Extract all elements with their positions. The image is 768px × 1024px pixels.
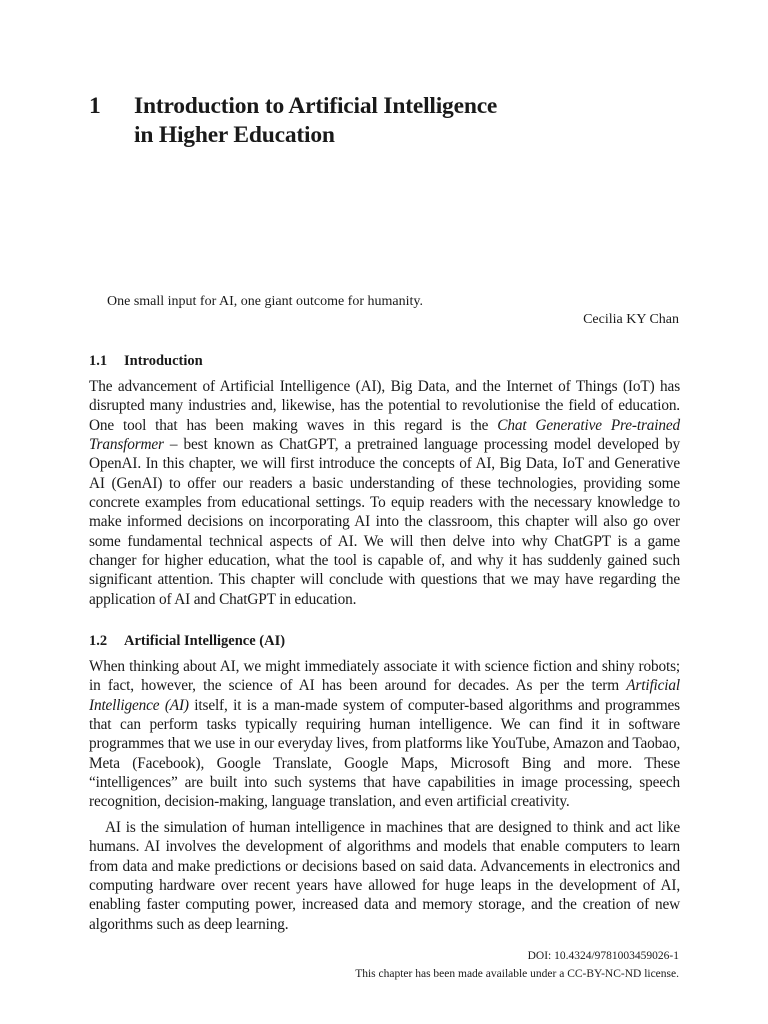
introduction-paragraph	[89, 377, 680, 609]
epigraph-author: Cecilia KY Chan	[583, 312, 679, 327]
paragraph-text: When thinking about AI, we might immediately associate it with science fiction and shiny robots; in fact, however, the science of AI has been around for decades. As per the term	[89, 658, 680, 695]
paragraph-text: – best known as ChatGPT, a pretrained language processing model developed by OpenAI. In this chapter, we will first introduce the concepts of AI, Big Data, IoT and Generative AI (GenAI) to offer our readers a basic understanding of these technologies, providing some concrete examples from educational settings. To equip readers with the necessary knowledge to make informed decisions on incorporating AI into the classroom, this chapter will also go over some fundamental technical aspects of AI. We will then delve into why ChatGPT is a game changer for higher education, what the tool is capable of, and why it has suddenly gained such significant attention. This chapter will conclude with questions that we may have regarding the application of AI and ChatGPT in education.	[89, 436, 680, 608]
section-number: 1.2	[89, 633, 108, 649]
paragraph-italic-term: Artificial Intelligence (AI)	[89, 677, 680, 714]
section-heading-introduction	[89, 352, 203, 370]
paragraph-text: itself, it is a man-made system of computer-based algorithms and programmes that can perform tasks typically requiring human intelligence. We can find it in software programmes that we use in our everyday lives, from platforms like YouTube, Amazon and Taobao, Meta (Facebook), Google Translate, Google Maps, Microsoft Bing and more. These “intelligences” are built into such systems that have capabilities in image processing, speech recognition, decision-making, language translation, and even artificial creativity.	[89, 696, 680, 811]
chapter-number: 1	[89, 93, 101, 119]
footer-license: This chapter has been made available under a CC-BY-NC-ND license.	[355, 968, 679, 980]
footer-doi: DOI: 10.4324/9781003459026-1	[527, 950, 679, 962]
chapter-title-line-2: in Higher Education	[134, 122, 335, 148]
chapter-title	[134, 92, 497, 150]
section-number: 1.1	[89, 353, 108, 369]
section-title: Artificial Intelligence (AI)	[124, 633, 286, 649]
ai-paragraph-1	[89, 657, 680, 812]
paragraph-italic-term: Chat Generative Pre-trained Transformer	[89, 416, 680, 454]
paragraph-text: The advancement of Artificial Intelligence (AI), Big Data, and the Internet of Things (IoT) has disrupted many industries and, likewise, has the potential to revolutionise the field of education. One tool that has been making waves in this regard is the	[89, 378, 680, 434]
chapter-title-line-1: Introduction to Artificial Intelligence	[134, 93, 498, 119]
section-title: Introduction	[124, 353, 203, 369]
section-heading-artificial-intelligence	[89, 632, 285, 650]
epigraph-quote: One small input for AI, one giant outcome for humanity.	[107, 294, 423, 309]
ai-paragraph-2: AI is the simulation of human intelligence in machines that are designed to think and act like humans. AI involves the development of algorithms and models that enable computers to learn from data and make predictions or decisions based on said data. Advancements in electronics and computing hardware over recent years have allowed for huge leaps in the development of AI, enabling faster computing power, increased data and memory storage, and the creation of new algorithms such as deep learning.	[89, 819, 680, 933]
